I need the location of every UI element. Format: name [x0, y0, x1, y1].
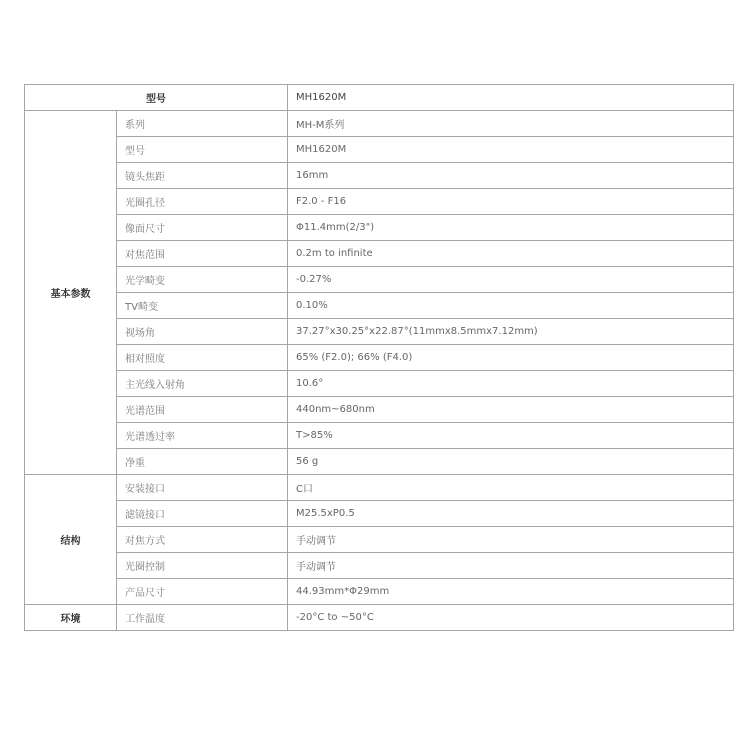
- table-row: [25, 553, 734, 579]
- param-value: 10.6°: [288, 371, 734, 397]
- group-label: 结构: [25, 475, 117, 605]
- table-row: [25, 527, 734, 553]
- param-name: 滤镜接口: [117, 501, 288, 527]
- table-row: [25, 319, 734, 345]
- param-value: 56 g: [288, 449, 734, 475]
- group-label: 基本参数: [25, 111, 117, 475]
- table-row: [25, 241, 734, 267]
- param-name: 光学畸变: [117, 267, 288, 293]
- param-value: 手动调节: [288, 553, 734, 579]
- table-row: [25, 215, 734, 241]
- param-name: 光谱透过率: [117, 423, 288, 449]
- param-value: MH1620M: [288, 137, 734, 163]
- param-value: 0.2m to infinite: [288, 241, 734, 267]
- param-name: TV畸变: [117, 293, 288, 319]
- param-value: M25.5xP0.5: [288, 501, 734, 527]
- table-row: [25, 137, 734, 163]
- table-row: [25, 449, 734, 475]
- param-name: 光圈控制: [117, 553, 288, 579]
- param-value: 44.93mm*Φ29mm: [288, 579, 734, 605]
- param-name: 镜头焦距: [117, 163, 288, 189]
- param-value: Φ11.4mm(2/3"): [288, 215, 734, 241]
- param-value: F2.0 - F16: [288, 189, 734, 215]
- param-value: T>85%: [288, 423, 734, 449]
- param-value: -20°C to ~50°C: [288, 605, 734, 631]
- table-row: [25, 605, 734, 631]
- param-value: 0.10%: [288, 293, 734, 319]
- table-row: [25, 293, 734, 319]
- table-row: [25, 579, 734, 605]
- header-label: 型号: [25, 85, 288, 111]
- param-name: 光谱范围: [117, 397, 288, 423]
- header-value: MH1620M: [288, 85, 734, 111]
- param-name: 光圈孔径: [117, 189, 288, 215]
- table-row: [25, 475, 734, 501]
- param-name: 对焦范围: [117, 241, 288, 267]
- param-name: 主光线入射角: [117, 371, 288, 397]
- param-name: 对焦方式: [117, 527, 288, 553]
- param-value: MH-M系列: [288, 111, 734, 137]
- param-name: 相对照度: [117, 345, 288, 371]
- group-label: 环境: [25, 605, 117, 631]
- param-value: 37.27°x30.25°x22.87°(11mmx8.5mmx7.12mm): [288, 319, 734, 345]
- table-row: [25, 163, 734, 189]
- param-name: 型号: [117, 137, 288, 163]
- param-value: 65% (F2.0); 66% (F4.0): [288, 345, 734, 371]
- param-value: 手动调节: [288, 527, 734, 553]
- table-row: [25, 423, 734, 449]
- table-row: [25, 189, 734, 215]
- spec-table: [24, 84, 734, 631]
- param-name: 视场角: [117, 319, 288, 345]
- param-value: 16mm: [288, 163, 734, 189]
- table-row: [25, 501, 734, 527]
- table-row: [25, 267, 734, 293]
- table-row: [25, 371, 734, 397]
- table-row: [25, 111, 734, 137]
- param-name: 像面尺寸: [117, 215, 288, 241]
- header-row: [25, 85, 734, 111]
- param-name: 工作温度: [117, 605, 288, 631]
- param-value: 440nm~680nm: [288, 397, 734, 423]
- param-name: 净重: [117, 449, 288, 475]
- spec-table-body: [25, 85, 734, 631]
- param-value: -0.27%: [288, 267, 734, 293]
- param-name: 产品尺寸: [117, 579, 288, 605]
- table-row: [25, 397, 734, 423]
- table-row: [25, 345, 734, 371]
- param-name: 系列: [117, 111, 288, 137]
- param-value: C口: [288, 475, 734, 501]
- param-name: 安装接口: [117, 475, 288, 501]
